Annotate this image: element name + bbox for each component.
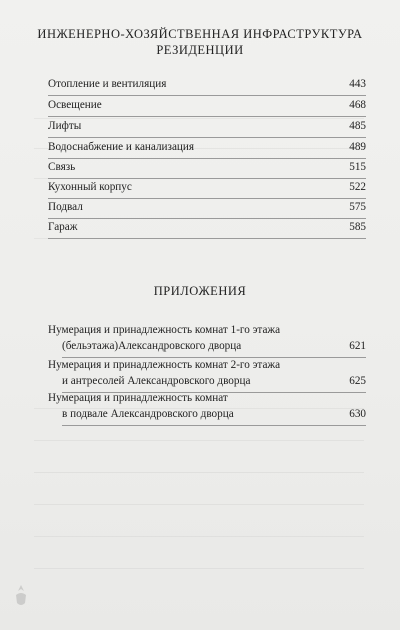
toc-entry[interactable] [48, 178, 366, 199]
toc-entry-title: Подвал [48, 201, 83, 213]
appendix-entry-title-line1: Нумерация и принадлежность комнат 1-го этажа [48, 324, 281, 336]
toc-entry[interactable] [48, 198, 366, 219]
toc-entry[interactable] [48, 117, 366, 138]
toc-entry-page: 522 [349, 181, 366, 193]
appendix-entry-title-line1: Нумерация и принадлежность комнат 2-го этажа [48, 359, 281, 371]
appendix-entry-page: 621 [349, 340, 366, 352]
toc-entry-title: Кухонный корпус [48, 181, 132, 193]
toc-entry-title: Лифты [48, 120, 82, 132]
toc-entry-title: Гараж [48, 221, 78, 233]
appendix-entry-title-line1: Нумерация и принадлежность комнат [48, 392, 228, 404]
infrastructure-heading [30, 26, 370, 58]
toc-entry[interactable] [48, 138, 366, 159]
toc-entry[interactable] [48, 218, 366, 239]
toc-entry-page: 443 [349, 78, 366, 90]
appendix-heading: ПРИЛОЖЕНИЯ [153, 284, 247, 298]
appendix-entry-title-line2: и антресолей Александровского дворца [62, 375, 251, 387]
toc-entry-page: 485 [349, 120, 366, 132]
toc-entry-title: Освещение [48, 99, 102, 111]
toc-entry-page: 575 [349, 201, 366, 213]
infrastructure-heading-line2: РЕЗИДЕНЦИИ [156, 43, 244, 57]
appendix-entry-page: 630 [349, 408, 366, 420]
toc-entry-title: Водоснабжение и канализация [48, 141, 195, 153]
toc-entry-title: Связь [48, 161, 76, 173]
appendix-entry-title-line2: (бельэтажа)Александровского дворца [62, 340, 242, 352]
toc-entry[interactable] [48, 158, 366, 179]
toc-entry-page: 585 [349, 221, 366, 233]
toc-entry[interactable] [48, 96, 366, 117]
appendix-entry-page: 625 [349, 375, 366, 387]
toc-entry-page: 489 [349, 141, 366, 153]
appendix-entry-title-line2: в подвале Александровского дворца [62, 408, 234, 420]
appendix-entry-title-line2-row [62, 407, 366, 426]
toc-entry[interactable] [48, 75, 366, 96]
appendix-entry-title-line2-row [62, 339, 366, 358]
toc-entry-page: 468 [349, 99, 366, 111]
crest-ornament-icon [12, 583, 30, 619]
infrastructure-heading-line1: ИНЖЕНЕРНО-ХОЗЯЙСТВЕННАЯ ИНФРАСТРУКТУРА [37, 27, 363, 41]
toc-entry-page: 515 [349, 161, 366, 173]
toc-entry-title: Отопление и вентиляция [48, 78, 167, 90]
